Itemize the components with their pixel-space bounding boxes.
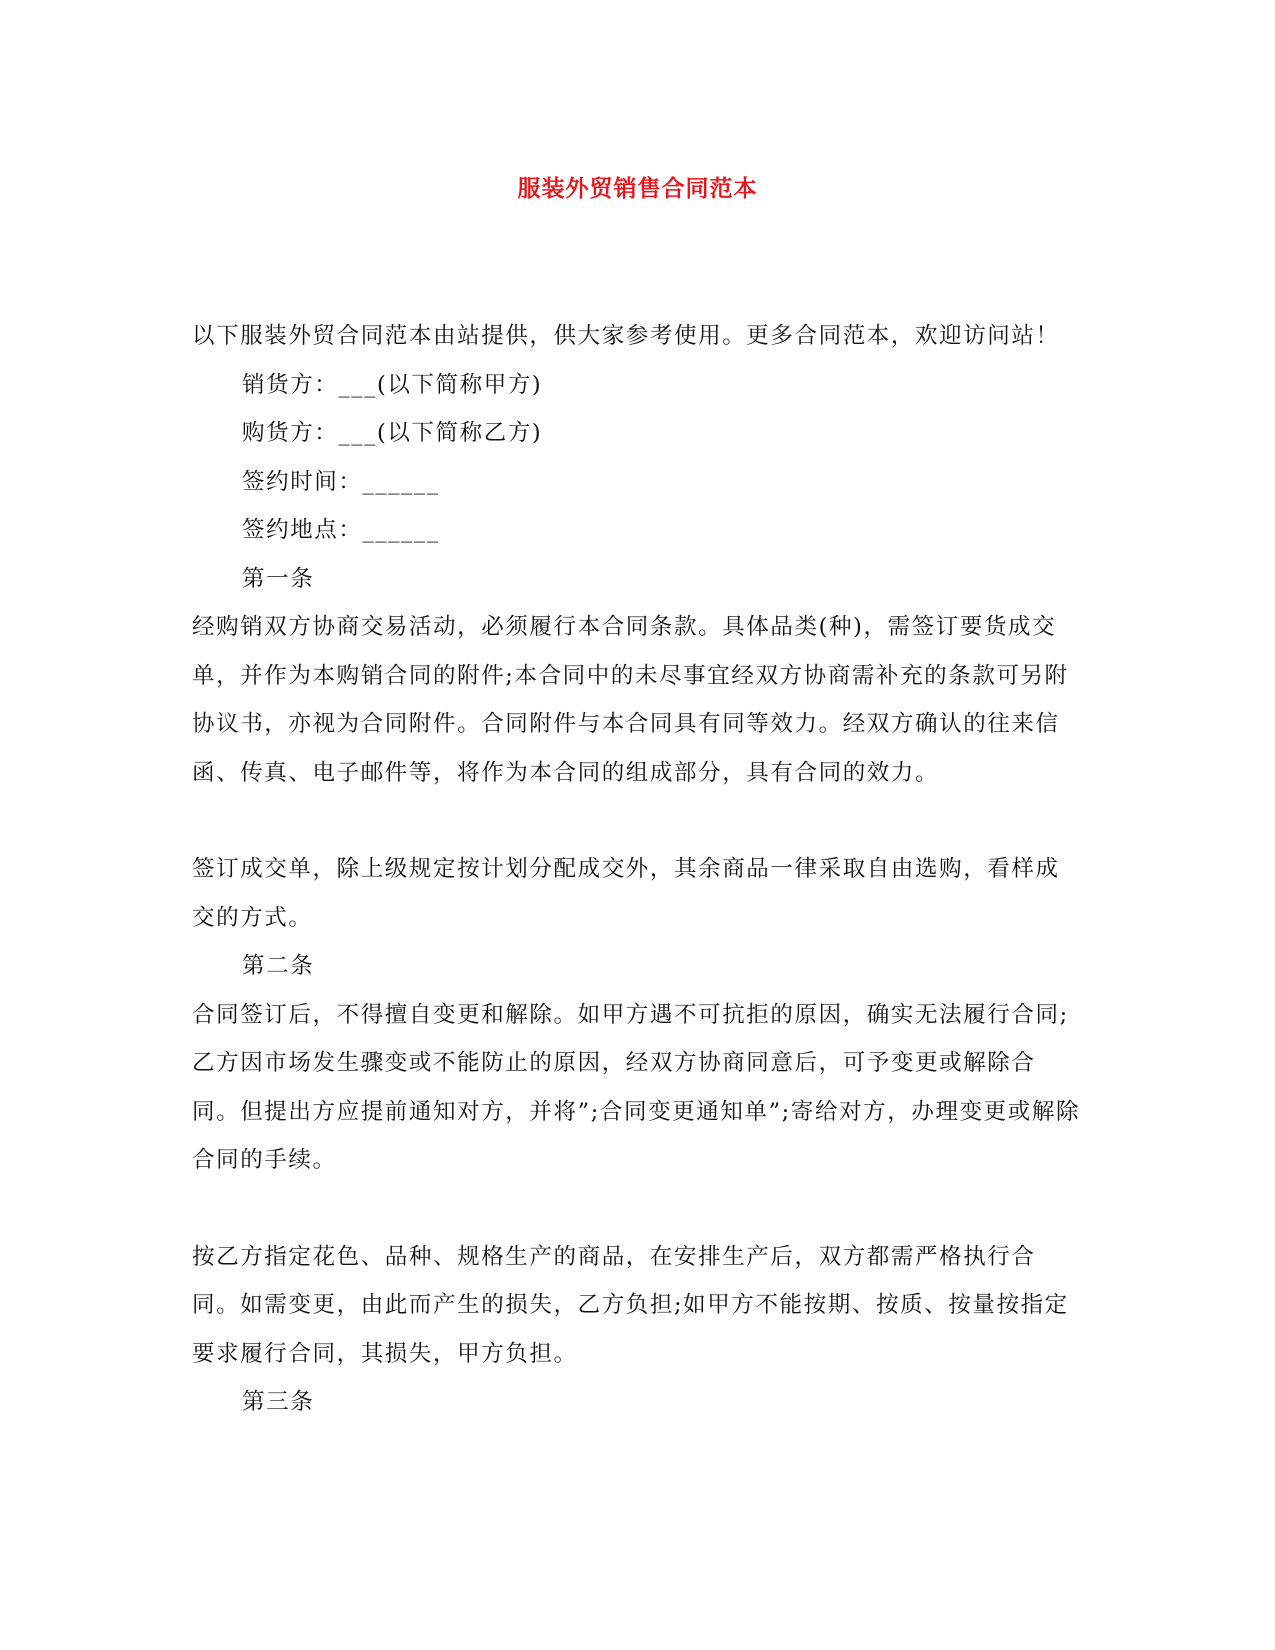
article-2-heading: 第二条: [242, 953, 315, 979]
article-3-heading: 第三条: [242, 1389, 315, 1415]
article-1-heading: 第一条: [242, 565, 315, 592]
document-body: [192, 312, 1082, 1427]
paragraph-spacer: [192, 797, 1082, 845]
article-2-paragraph-2: 按乙方指定花色、品种、规格生产的商品，在安排生产后，双方都需严格执行合同。如需变更，由此而产生的损失，乙方负担;如甲方不能按期、按质、按量按指定要求履行合同，其损失，甲方负担。: [192, 1243, 1069, 1367]
seller-line: 销货方：___(以下简称甲方): [242, 371, 543, 398]
article-1-paragraph-2: 签订成交单，除上级规定按计划分配成交外，其余商品一律采取自由选购，看样成交的方式。: [192, 856, 1060, 931]
document-title: 服装外贸销售合同范本: [517, 175, 758, 202]
sign-place-line: 签约地点：______: [242, 517, 440, 543]
article-2-paragraph-1: 合同签订后，不得擅自变更和解除。如甲方遇不可抗拒的原因，确实无法履行合同;乙方因市场发生骤变或不能防止的原因，经双方协商同意后，可予变更或解除合同。但提出方应提前通知对方，并将”;合同变更通知单”;寄给对方，办理变更或解除合同的手续。: [192, 1001, 1081, 1173]
article-1-paragraph-1: 经购销双方协商交易活动，必须履行本合同条款。具体品类(种)，需签订要货成交单，并作为本购销合同的附件;本合同中的未尽事宜经双方协商需补充的条款可另附协议书，亦视为合同附件。合同附件与本合同具有同等效力。经双方确认的往来信函、传真、电子邮件等，将作为本合同的组成部分，具有合同的效力。: [192, 614, 1069, 786]
paragraph-spacer: [192, 1185, 1082, 1233]
intro-paragraph: 以下服装外贸合同范本由站提供，供大家参考使用。更多合同范本，欢迎访问站！: [192, 323, 1060, 349]
buyer-line: 购货方：___(以下简称乙方): [242, 420, 543, 446]
sign-time-line: 签约时间：______: [242, 468, 440, 495]
